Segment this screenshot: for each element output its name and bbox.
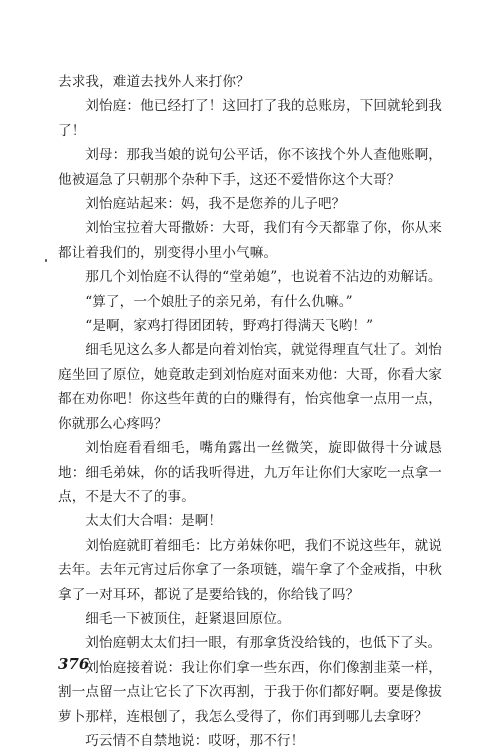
paragraph: 刘怡庭：他已经打了！这回打了我的总账房，下回就轮到我了！ (58, 98, 442, 139)
paragraph: 去求我，难道去找外人来打你？ (58, 74, 250, 90)
paragraph: 巧云情不自禁地说：哎呀，那不行！ (85, 732, 305, 749)
paragraph: 刘怡庭就盯着细毛：比方弟妹你吧，我们不说这些年，就说去年。去年元宵过后你拿了一条项链，端午拿了个金戒指，中秋拿了一对耳环，都说了是要给钱的，你给钱了吗？ (58, 537, 442, 603)
paragraph: 刘怡庭朝太太们扫一眼，有那拿货没给钱的，也低下了头。 (85, 635, 442, 652)
paragraph: 细毛见这么多人都是向着刘怡宾，就觉得理直气壮了。刘怡庭坐回了原位，她竟敢走到刘怡庭对面来劝他：大哥，你看大家都在劝你吧！你这些年黄的白的赚得有，怡宾他拿一点用一点，你就那么心疼吗？ (58, 342, 442, 432)
paragraph: 刘怡庭站起来：妈，我不是您养的儿子吧？ (85, 196, 346, 213)
paragraph: 刘怡庭接着说：我让你们拿一些东西，你们像割韭菜一样，割一点留一点让它长了下次再割，于我于你们都好啊。要是像拔萝卜那样，连根刨了，我怎么受得了，你们再到哪儿去拿呀？ (58, 659, 442, 725)
paragraph: 刘怡宝拉着大哥撒娇：大哥，我们有今天都靠了你，你从来都让着我们的，别变得小里小气嘛。 (58, 220, 442, 261)
paragraph: 刘怡庭看看细毛，嘴角露出一丝微笑，旋即做得十分诚恳地：细毛弟妹，你的话我听得进，九万年让你们大家吃一点拿一点，不是大不了的事。 (58, 440, 442, 505)
paragraph: 那几个刘怡庭不认得的“堂弟媳”，也说着不沾边的劝解话。 (85, 269, 442, 286)
paragraph: “是啊，家鸡打得团团转，野鸡打得满天飞哟！” (85, 318, 374, 335)
paragraph: 细毛一下被顶住，赶紧退回原位。 (85, 610, 291, 627)
paragraph: 太太们大合唱：是啊！ (85, 513, 223, 530)
paragraph: 刘母：那我当娘的说句公平话，你不该找个外人查他账啊，他被逼急了只朝那个杂种下手，这还不爱惜你这个大哥？ (58, 147, 442, 188)
page-number: 376 (58, 655, 90, 673)
paragraph: “算了，一个娘肚子的亲兄弟，有什么仇嘛。” (85, 293, 353, 310)
scan-speck (45, 259, 47, 262)
body-text (58, 70, 442, 753)
